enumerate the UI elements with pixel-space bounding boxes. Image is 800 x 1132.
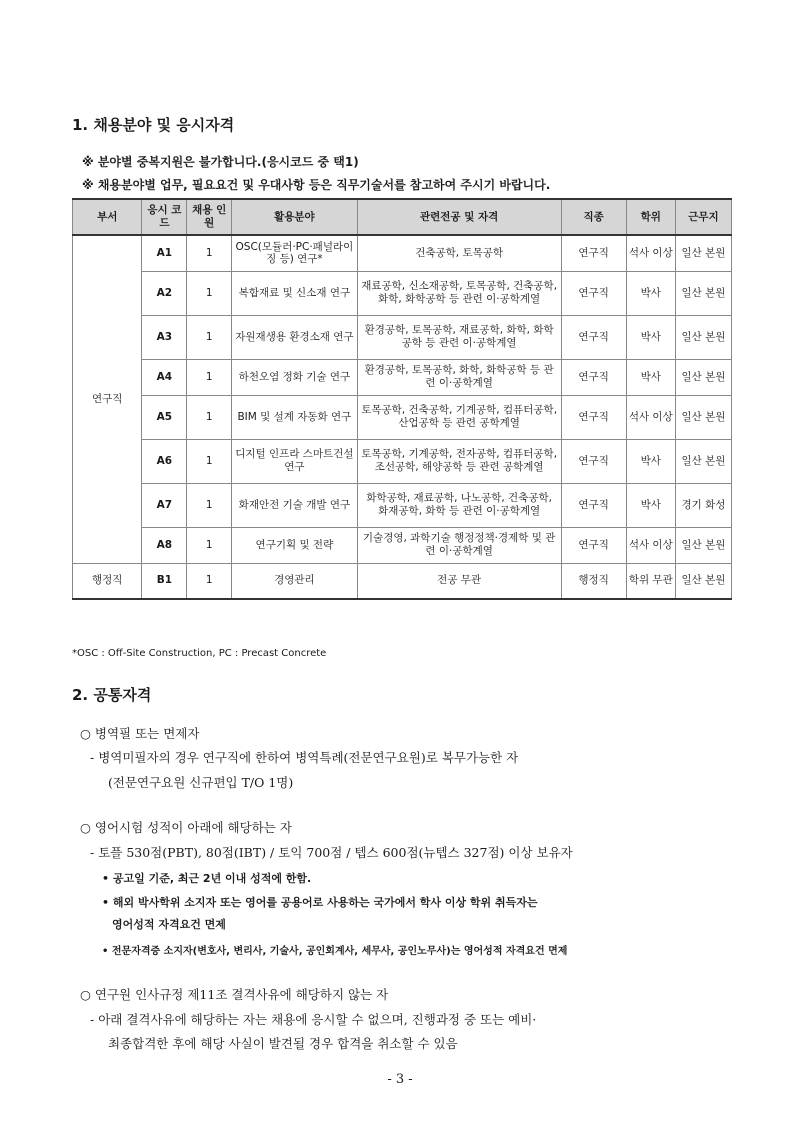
job-cell: 연구직: [561, 527, 626, 563]
major-cell: 화학공학, 재료공학, 나노공학, 건축공학, 화재공학, 화학 등 관련 이·공학계열: [357, 483, 561, 527]
table-row: [73, 315, 732, 359]
job-cell: 연구직: [561, 315, 626, 359]
major-cell: 건축공학, 토목공학: [357, 235, 561, 271]
degree-cell: 석사 이상: [626, 527, 675, 563]
table-row: [73, 271, 732, 315]
place-cell: 일산 본원: [675, 563, 731, 599]
degree-cell: 석사 이상: [626, 395, 675, 439]
degree-cell: 박사: [626, 359, 675, 395]
english-scores: - 토플 530점(PBT), 80점(IBT) / 토익 700점 / 텝스 600점(뉴텝스 327점) 이상 보유자: [90, 845, 573, 860]
section2-title: 2. 공통자격: [72, 686, 152, 704]
header-code: 응시 코드: [142, 199, 187, 235]
place-cell: 일산 본원: [675, 315, 731, 359]
code-cell: A6: [142, 439, 187, 483]
job-cell: 연구직: [561, 271, 626, 315]
count-cell: 1: [187, 235, 232, 271]
degree-cell: 학위 무관: [626, 563, 675, 599]
major-cell: 기술경영, 과학기술 행정정책·경제학 및 관련 이·공학계열: [357, 527, 561, 563]
code-cell: A1: [142, 235, 187, 271]
header-degree: 학위: [626, 199, 675, 235]
english-bullet-license: • 전문자격증 소지자(변호사, 변리사, 기술사, 공인회계사, 세무사, 공인노무사)는 영어성적 자격요건 면제: [102, 946, 568, 957]
header-major: 관련전공 및 자격: [357, 199, 561, 235]
header-field: 활용분야: [232, 199, 358, 235]
header-place: 근무지: [675, 199, 731, 235]
field-cell: 하천오염 정화 기술 연구: [232, 359, 358, 395]
job-cell: 연구직: [561, 439, 626, 483]
place-cell: 일산 본원: [675, 271, 731, 315]
field-cell: 연구기획 및 전략: [232, 527, 358, 563]
job-cell: 연구직: [561, 235, 626, 271]
job-cell: 연구직: [561, 395, 626, 439]
major-cell: 토목공학, 건축공학, 기계공학, 컴퓨터공학, 산업공학 등 관련 공학계열: [357, 395, 561, 439]
code-cell: B1: [142, 563, 187, 599]
degree-cell: 석사 이상: [626, 235, 675, 271]
major-cell: 재료공학, 신소재공학, 토목공학, 건축공학, 화학, 화학공학 등 관련 이·공학계열: [357, 271, 561, 315]
field-cell: OSC(모듈러·PC·패널라이징 등) 연구*: [232, 235, 358, 271]
disqualify-line: ○ 연구원 인사규정 제11조 결격사유에 해당하지 않는 자: [80, 987, 389, 1002]
place-cell: 경기 화성: [675, 483, 731, 527]
place-cell: 일산 본원: [675, 359, 731, 395]
military-line: ○ 병역필 또는 면제자: [80, 726, 200, 741]
code-cell: A2: [142, 271, 187, 315]
degree-cell: 박사: [626, 439, 675, 483]
job-cell: 행정직: [561, 563, 626, 599]
table-header-row: [73, 199, 732, 235]
count-cell: 1: [187, 439, 232, 483]
major-cell: 전공 무관: [357, 563, 561, 599]
table-footnote: *OSC : Off-Site Construction, PC : Precast Concrete: [72, 648, 327, 659]
header-dept: 부서: [73, 199, 142, 235]
table-row: [73, 235, 732, 271]
english-line: ○ 영어시험 성적이 아래에 해당하는 자: [80, 820, 292, 835]
count-cell: 1: [187, 563, 232, 599]
degree-cell: 박사: [626, 315, 675, 359]
field-cell: 화재안전 기술 개발 연구: [232, 483, 358, 527]
header-count: 채용 인원: [187, 199, 232, 235]
disqualify-detail: - 아래 결격사유에 해당하는 자는 채용에 응시할 수 없으며, 진행과정 중 또는 예비·: [90, 1012, 537, 1027]
field-cell: 복합재료 및 신소재 연구: [232, 271, 358, 315]
count-cell: 1: [187, 395, 232, 439]
major-cell: 환경공학, 토목공학, 화학, 화학공학 등 관련 이·공학계열: [357, 359, 561, 395]
header-job: 직종: [561, 199, 626, 235]
field-cell: 디지털 인프라 스마트건설 연구: [232, 439, 358, 483]
military-detail: - 병역미필자의 경우 연구직에 한하여 병역특례(전문연구요원)로 복무가능한 자: [90, 750, 519, 765]
count-cell: 1: [187, 315, 232, 359]
code-cell: A4: [142, 359, 187, 395]
count-cell: 1: [187, 271, 232, 315]
code-cell: A3: [142, 315, 187, 359]
code-cell: A7: [142, 483, 187, 527]
count-cell: 1: [187, 359, 232, 395]
count-cell: 1: [187, 483, 232, 527]
english-bullet-date: • 공고일 기준, 최근 2년 이내 성적에 한함.: [102, 872, 312, 885]
table-row: [73, 439, 732, 483]
english-bullet-overseas-cont: 영어성적 자격요건 면제: [112, 918, 226, 931]
field-cell: 경영관리: [232, 563, 358, 599]
section1-title: 1. 채용분야 및 응시자격: [72, 116, 235, 134]
table-row: [73, 527, 732, 563]
note-duplicate: ※ 분야별 중복지원은 불가합니다.(응시코드 중 택1): [82, 155, 359, 169]
table-row: [73, 395, 732, 439]
count-cell: 1: [187, 527, 232, 563]
english-bullet-overseas: • 해외 박사학위 소지자 또는 영어를 공용어로 사용하는 국가에서 학사 이상 학위 취득자는: [102, 896, 538, 909]
table-row: [73, 359, 732, 395]
field-cell: 자원재생용 환경소재 연구: [232, 315, 358, 359]
major-cell: 환경공학, 토목공학, 재료공학, 화학, 화학공학 등 관련 이·공학계열: [357, 315, 561, 359]
table-row: [73, 483, 732, 527]
table-row: [73, 563, 732, 599]
major-cell: 토목공학, 기계공학, 전자공학, 컴퓨터공학, 조선공학, 해양공학 등 관련 공학계열: [357, 439, 561, 483]
page-number: - 3 -: [387, 1072, 413, 1087]
field-cell: BIM 및 설계 자동화 연구: [232, 395, 358, 439]
place-cell: 일산 본원: [675, 235, 731, 271]
place-cell: 일산 본원: [675, 439, 731, 483]
place-cell: 일산 본원: [675, 527, 731, 563]
place-cell: 일산 본원: [675, 395, 731, 439]
disqualify-detail-cont: 최종합격한 후에 해당 사실이 발견될 경우 합격을 취소할 수 있음: [108, 1036, 458, 1051]
code-cell: A8: [142, 527, 187, 563]
dept-cell-research: 연구직: [73, 235, 142, 563]
degree-cell: 박사: [626, 483, 675, 527]
dept-cell-admin: 행정직: [73, 563, 142, 599]
recruitment-table: [72, 198, 732, 600]
military-to: (전문연구요원 신규편입 T/O 1명): [108, 775, 294, 790]
job-cell: 연구직: [561, 359, 626, 395]
degree-cell: 박사: [626, 271, 675, 315]
code-cell: A5: [142, 395, 187, 439]
note-job-description: ※ 채용분야별 업무, 필요요건 및 우대사항 등은 직무기술서를 참고하여 주시기 바랍니다.: [82, 178, 551, 192]
job-cell: 연구직: [561, 483, 626, 527]
